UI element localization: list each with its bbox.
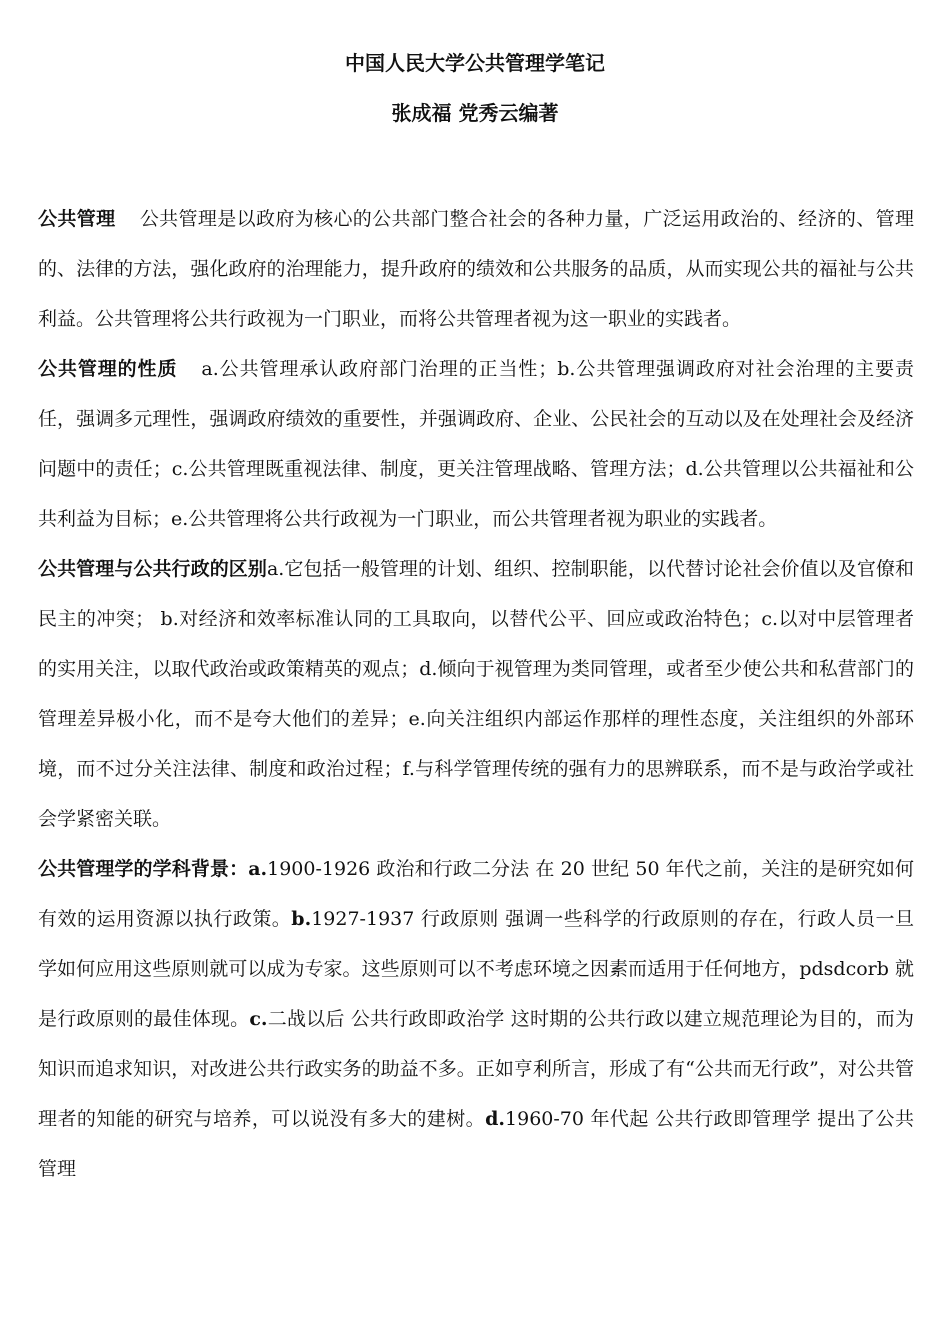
- paragraph-nature: [38, 344, 914, 544]
- document-title: 中国人民大学公共管理学笔记: [345, 51, 605, 75]
- item-text: 二战以后 公共行政即政治学 这时期的公共行政以建立规范理论为目的，而为知识而追求知识，对改进公共行政实务的助益不多。正如亨利所言，形成了有“公共而无行政”，对公共管理者的知能的研究与培养，可以说没有多大的建树。: [38, 1008, 914, 1130]
- document-authors: 张成福 党秀云编著: [391, 101, 559, 125]
- term-heading: 公共管理学的学科背景：: [38, 858, 249, 880]
- item-label: b.: [291, 908, 312, 930]
- paragraph-difference: [38, 544, 914, 844]
- item-label: d.: [485, 1108, 506, 1130]
- paragraph-text: 公共管理是以政府为核心的公共部门整合社会的各种力量，广泛运用政治的、经济的、管理的、法律的方法，强化政府的治理能力，提升政府的绩效和公共服务的品质，从而实现公共的福祉与公共利益。公共管理将公共行政视为一门职业，而将公共管理者视为这一职业的实践者。: [38, 208, 914, 330]
- item-label: c.: [249, 1008, 268, 1030]
- document-body: [38, 194, 914, 1194]
- item-label: a.: [248, 858, 268, 880]
- term-heading: 公共管理的性质: [38, 358, 178, 380]
- item-text: 1900-1926 政治和行政二分法 在 20 世纪 50 年代之前，关注的是研究如何有效的运用资源以执行政策。: [38, 858, 914, 930]
- paragraph-text: a.公共管理承认政府部门治理的正当性；b.公共管理强调政府对社会治理的主要责任，强调多元理性，强调政府绩效的重要性，并强调政府、企业、公民社会的互动以及在处理社会及经济问题中的责任；c.公共管理既重视法律、制度，更关注管理战略、管理方法；d.公共管理以公共福祉和公共利益为目标；e.公共管理将公共行政视为一门职业，而公共管理者视为职业的实践者。: [38, 358, 914, 530]
- term-heading: 公共管理与公共行政的区别: [38, 558, 267, 580]
- term-heading: 公共管理: [38, 208, 116, 230]
- paragraph-public-management: [38, 194, 914, 344]
- item-text: 1927-1937 行政原则 强调一些科学的行政原则的存在，行政人员一旦学如何应用这些原则就可以成为专家。这些原则可以不考虑环境之因素而适用于任何地方，pdsdcorb 就是行政原则的最佳体现。: [38, 908, 914, 1030]
- item-text: 1960-70 年代起 公共行政即管理学 提出了公共管理: [38, 1108, 914, 1180]
- paragraph-text: a.它包括一般管理的计划、组织、控制职能，以代替讨论社会价值以及官僚和民主的冲突； b.对经济和效率标准认同的工具取向，以替代公平、回应或政治特色；c.以对中层管理者的实用关注，以取代政治或政策精英的观点；d.倾向于视管理为类同管理，或者至少使公共和私营部门的管理差异极小化，而不是夸大他们的差异；e.向关注组织内部运作那样的理性态度，关注组织的外部环境，而不过分关注法律、制度和政治过程；f.与科学管理传统的强有力的思辨联系，而不是与政治学或社会学紧密关联。: [38, 558, 914, 830]
- paragraph-background: [38, 844, 914, 1194]
